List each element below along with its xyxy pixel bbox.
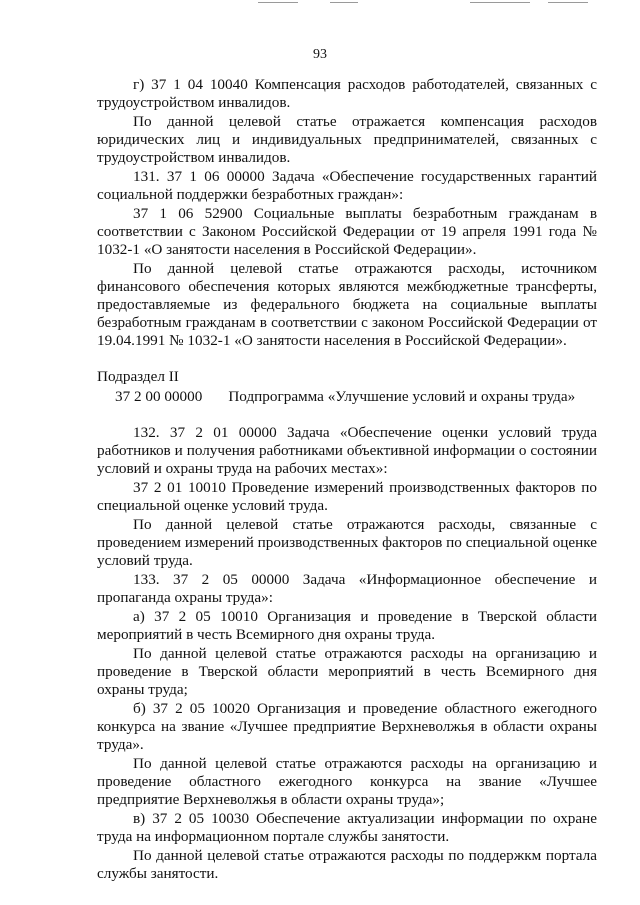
section-title: Подраздел II: [97, 368, 179, 385]
document-body: [97, 76, 597, 884]
paragraph: По данной целевой статье отражаются расходы на организацию и проведение в Тверской области мероприятий в честь Всемирного дня охраны труда;: [97, 645, 597, 698]
paragraph: По данной целевой статье отражаются расходы по поддержкм портала службы занятости.: [97, 847, 597, 882]
paragraph: 133. 37 2 05 00000 Задача «Информационное обеспечение и пропаганда охраны труда»:: [97, 571, 597, 606]
paragraph: По данной целевой статье отражаются расходы, источником финансового обеспечения которых являются межбюджетные трансферты, предоставляемые из федерального бюджета на социальные выплаты безработным гражданам в соответствии с законом Российской Федерации от 19.04.1991 № 1032-1 «О занятости населения в Российской Федерации».: [97, 260, 597, 349]
page-number: 93: [313, 47, 327, 62]
scan-edge-marks: [0, 0, 640, 8]
section-heading: [97, 388, 597, 406]
section-name: Подпрограмма «Улучшение условий и охраны труда»: [228, 388, 576, 405]
paragraph: 37 2 01 10010 Проведение измерений производственных факторов по специальной оценке условий труда.: [97, 479, 597, 514]
paragraph: а) 37 2 05 10010 Организация и проведение в Тверской области мероприятий в честь Всемирного дня охраны труда.: [97, 608, 597, 643]
paragraph: 131. 37 1 06 00000 Задача «Обеспечение государственных гарантий социальной поддержки безработных граждан»:: [97, 168, 597, 203]
paragraph: г) 37 1 04 10040 Компенсация расходов работодателей, связанных с трудоустройством инвалидов.: [97, 76, 597, 111]
paragraph: 132. 37 2 01 00000 Задача «Обеспечение оценки условий труда работников и получения работниками объективной информации о состоянии условий и охраны труда на рабочих местах»:: [97, 424, 597, 477]
paragraph: По данной целевой статье отражаются расходы, связанные с проведением измерений производственных факторов по специальной оценке условий труда.: [97, 516, 597, 569]
paragraph: в) 37 2 05 10030 Обеспечение актуализации информации по охране труда на информационном портале службы занятости.: [97, 810, 597, 845]
paragraph: 37 1 06 52900 Социальные выплаты безработным гражданам в соответствии с Законом Российской Федерации от 19 апреля 1991 года № 1032-1 «О занятости населения в Российской Федерации».: [97, 205, 597, 258]
paragraph: По данной целевой статье отражаются расходы на организацию и проведение областного ежегодного конкурса на звание «Лучшее предприятие Верхневолжья в области охраны труда»;: [97, 755, 597, 808]
paragraph: б) 37 2 05 10020 Организация и проведение областного ежегодного конкурса на звание «Лучшее предприятие Верхневолжья в области охраны труда».: [97, 700, 597, 753]
section-code: 37 2 00 00000: [115, 388, 203, 405]
paragraph: По данной целевой статье отражается компенсация расходов юридических лиц и индивидуальных предпринимателей, связанных с трудоустройством инвалидов.: [97, 113, 597, 166]
